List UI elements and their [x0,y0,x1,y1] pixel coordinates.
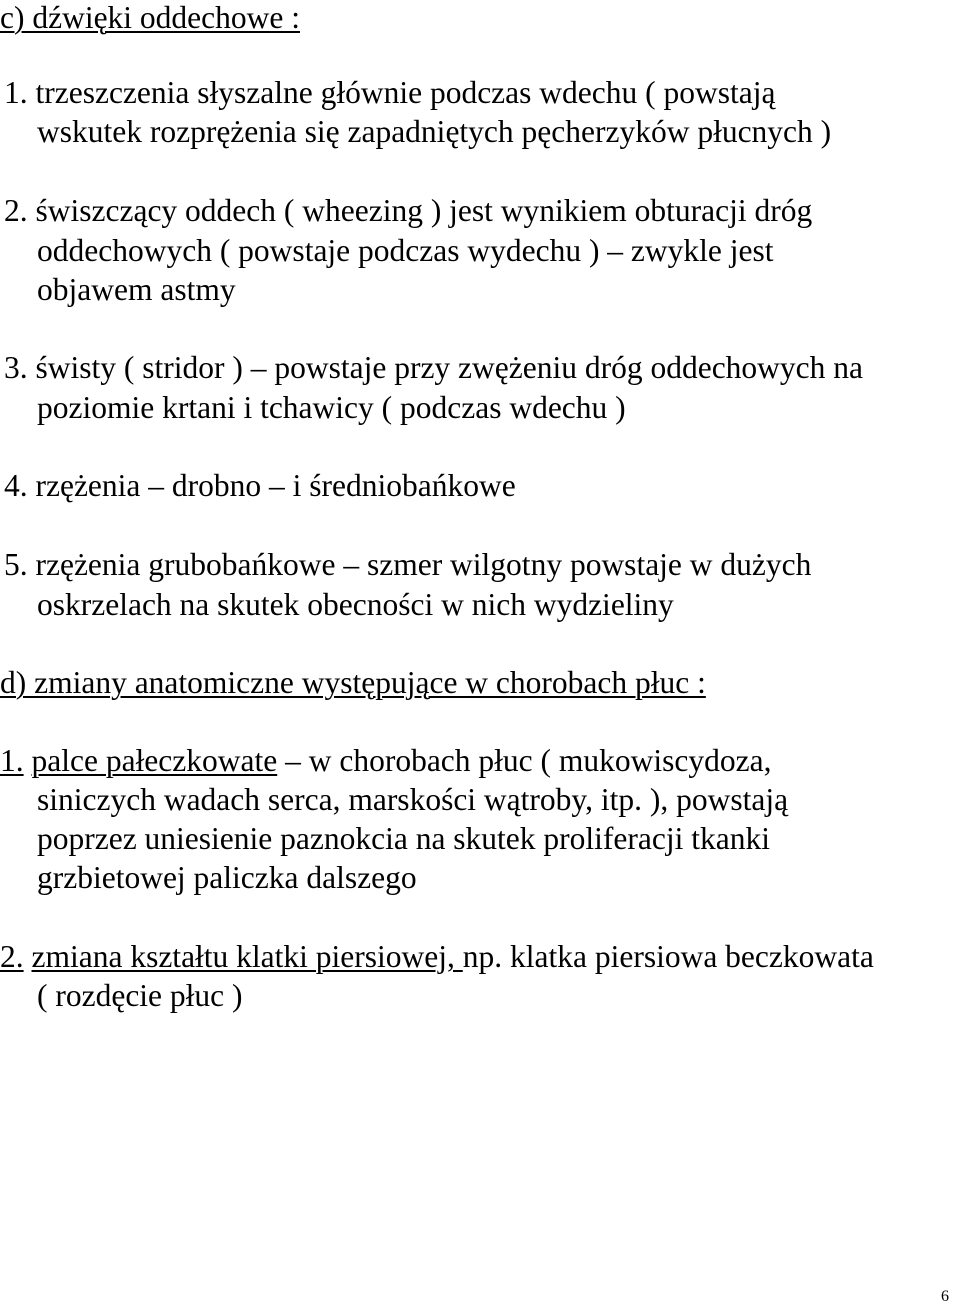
item-c4-number: 4. [4,468,28,503]
list-item [4,352,863,384]
item-c3-line-1: świsty ( stridor ) – powstaje przy zwężeniu dróg oddechowych na [35,350,864,385]
list-item [4,470,516,502]
list-item [4,549,811,581]
item-d2-line-1: np. klatka piersiowa beczkowata [462,939,874,974]
item-d2-line-2: ( rozdęcie płuc ) [37,978,243,1013]
item-d1-line-2: siniczych wadach serca, marskości wątroby, itp. ), powstają [37,782,789,817]
list-item [0,941,874,973]
list-item [4,195,812,227]
section-d-heading: d) zmiany anatomiczne występujące w chorobach płuc : [0,665,706,700]
item-c2-line-3: objawem astmy [37,272,236,307]
page-number: 6 [941,1288,949,1305]
item-d1-term: palce pałeczkowate [31,743,278,778]
item-c5-line-2: oskrzelach na skutek obecności w nich wydzieliny [37,587,674,622]
item-d2-term: zmiana kształtu klatki piersiowej, [31,939,463,974]
item-c1-line-1: trzeszczenia słyszalne głównie podczas wdechu ( powstają [35,75,776,110]
item-c1-number: 1. [4,75,28,110]
item-c5-number: 5. [4,547,28,582]
item-c2-number: 2. [4,193,28,228]
item-c3-number: 3. [4,350,28,385]
list-item-number [4,77,775,109]
item-c1-line-2: wskutek rozprężenia się zapadniętych pęcherzyków płucnych ) [37,114,832,149]
item-d2-number: 2. [0,939,24,974]
item-c4-line-1: rzężenia – drobno – i średniobańkowe [35,468,516,503]
item-d1-line-1: – w chorobach płuc ( mukowiscydoza, [277,743,772,778]
item-c3-line-2: poziomie krtani i tchawicy ( podczas wdechu ) [37,390,626,425]
list-item [0,745,771,777]
item-d1-line-3: poprzez uniesienie paznokcia na skutek proliferacji tkanki [37,821,770,856]
section-c-heading: c) dźwięki oddechowe : [0,0,301,35]
item-c2-line-1: świszczący oddech ( wheezing ) jest wynikiem obturacji dróg [35,193,813,228]
item-c2-line-2: oddechowych ( powstaje podczas wydechu ) – zwykle jest [37,233,774,268]
item-d1-line-4: grzbietowej paliczka dalszego [37,860,417,895]
item-c5-line-1: rzężenia grubobańkowe – szmer wilgotny powstaje w dużych [35,547,812,582]
item-d1-number: 1. [0,743,24,778]
